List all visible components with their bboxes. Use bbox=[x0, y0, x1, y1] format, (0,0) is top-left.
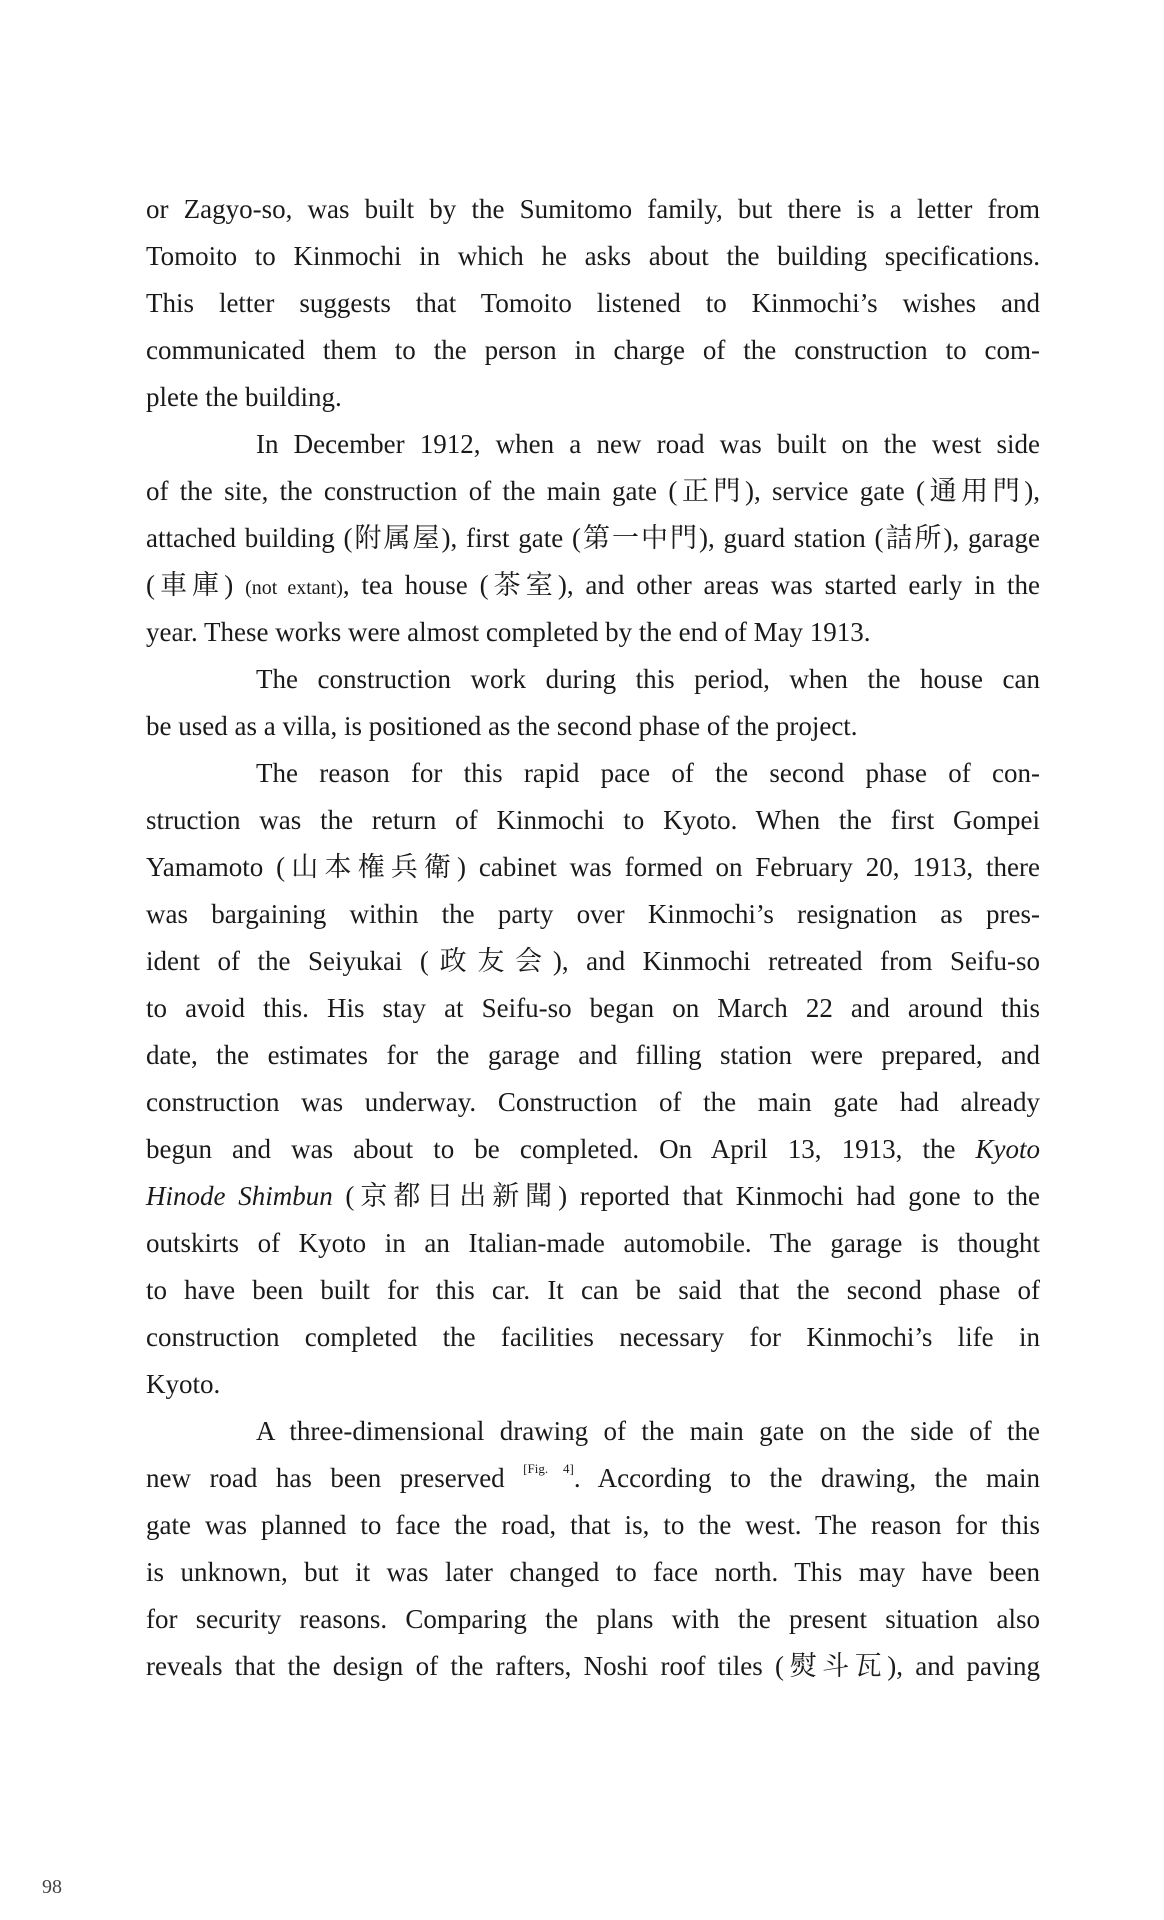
text-line: ident of the Seiyukai (政友会), and Kinmochi retreated from Seifu-so bbox=[146, 946, 1040, 976]
text-line: date, the estimates for the garage and filling station were prepared, and bbox=[146, 1040, 1040, 1070]
text-line: gate was planned to face the road, that is, to the west. The reason for this bbox=[146, 1510, 1040, 1540]
text-line: The construction work during this period, when the house can bbox=[256, 664, 1040, 694]
text-span: (車庫) bbox=[146, 570, 234, 600]
text-span: . According to the drawing, the main bbox=[573, 1463, 1041, 1493]
text-line: The reason for this rapid pace of the second phase of con- bbox=[256, 758, 1040, 788]
text-line: was bargaining within the party over Kinmochi’s resignation as pres- bbox=[146, 899, 1040, 929]
figure-reference: [Fig. 4] bbox=[523, 1461, 574, 1476]
text-line: reveals that the design of the rafters, Noshi roof tiles (熨斗瓦), and paving bbox=[146, 1651, 1040, 1681]
text-line bbox=[146, 1126, 1040, 1173]
text-line: Kyoto. bbox=[146, 1369, 221, 1399]
page-number: 98 bbox=[42, 1876, 62, 1898]
text-line: or Zagyo-so, was built by the Sumitomo family, but there is a letter from bbox=[146, 194, 1040, 224]
text-line: Tomoito to Kinmochi in which he asks about the building specifications. bbox=[146, 241, 1040, 271]
newspaper-title: Kyoto bbox=[975, 1134, 1041, 1164]
text-line: outskirts of Kyoto in an Italian-made automobile. The garage is thought bbox=[146, 1228, 1040, 1258]
text-span: (京都日出新聞) reported that Kinmochi had gone to the bbox=[332, 1181, 1040, 1211]
text-line: be used as a villa, is positioned as the second phase of the project. bbox=[146, 711, 858, 741]
text-line: struction was the return of Kinmochi to Kyoto. When the first Gompei bbox=[146, 805, 1040, 835]
not-extant-note: (not extant) bbox=[245, 577, 343, 599]
text-line: plete the building. bbox=[146, 382, 342, 412]
text-line: A three-dimensional drawing of the main gate on the side of the bbox=[256, 1416, 1040, 1446]
text-span: begun and was about to be completed. On April 13, 1913, the bbox=[146, 1134, 956, 1164]
text-line: communicated them to the person in charge of the construction to com- bbox=[146, 335, 1040, 365]
paragraph-5 bbox=[146, 1408, 1040, 1690]
text-line bbox=[146, 1455, 1040, 1502]
text-span: new road has been preserved bbox=[146, 1463, 524, 1493]
text-span: , tea house (茶室), and other areas was started early in the bbox=[342, 570, 1041, 600]
text-line: attached building (附属屋), first gate (第一中門), guard station (詰所), garage bbox=[146, 523, 1040, 553]
text-line: construction completed the facilities necessary for Kinmochi’s life in bbox=[146, 1322, 1040, 1352]
body-text bbox=[146, 186, 1040, 1690]
text-line: This letter suggests that Tomoito listened to Kinmochi’s wishes and bbox=[146, 288, 1040, 318]
text-line: to have been built for this car. It can be said that the second phase of bbox=[146, 1275, 1040, 1305]
text-line: to avoid this. His stay at Seifu-so began on March 22 and around this bbox=[146, 993, 1040, 1023]
paragraph-1 bbox=[146, 186, 1040, 421]
text-line: for security reasons. Comparing the plans with the present situation also bbox=[146, 1604, 1040, 1634]
text-line: In December 1912, when a new road was built on the west side bbox=[256, 429, 1040, 459]
paragraph-2 bbox=[146, 421, 1040, 656]
text-line: of the site, the construction of the main gate (正門), service gate (通用門), bbox=[146, 476, 1040, 506]
text-line: is unknown, but it was later changed to face north. This may have been bbox=[146, 1557, 1040, 1587]
paragraph-4 bbox=[146, 750, 1040, 1408]
text-line bbox=[146, 1173, 1040, 1220]
text-line: year. These works were almost completed by the end of May 1913. bbox=[146, 617, 871, 647]
text-line: Yamamoto (山本権兵衛) cabinet was formed on February 20, 1913, there bbox=[146, 852, 1040, 882]
text-line: construction was underway. Construction of the main gate had already bbox=[146, 1087, 1040, 1117]
text-line bbox=[146, 562, 1040, 609]
paragraph-3 bbox=[146, 656, 1040, 750]
newspaper-title: Hinode Shimbun bbox=[146, 1181, 333, 1211]
